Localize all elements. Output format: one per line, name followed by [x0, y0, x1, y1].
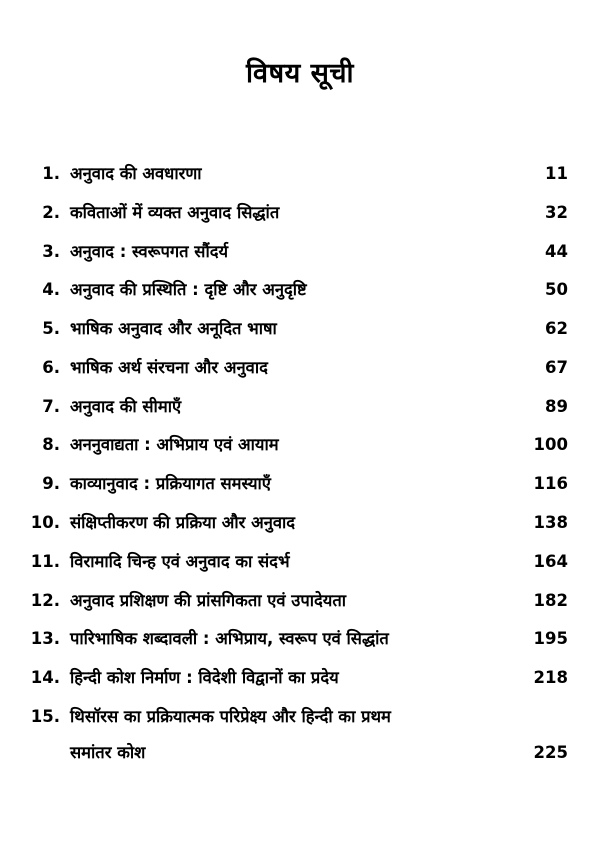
toc-entry-number: 11.	[30, 551, 60, 571]
toc-entry[interactable]	[30, 396, 568, 418]
toc-entry-page: 138	[533, 512, 568, 532]
toc-entry[interactable]	[30, 667, 568, 689]
toc-entry-title: भाषिक अर्थ संरचना और अनुवाद	[70, 357, 268, 377]
toc-entry[interactable]	[30, 434, 568, 456]
toc-entry-page: 225	[533, 743, 568, 763]
toc-entry-title: अनुवाद : स्वरूपगत सौंदर्य	[70, 241, 229, 261]
toc-entry-page: 50	[545, 280, 568, 300]
toc-entry-title: कविताओं में व्यक्त अनुवाद सिद्धांत	[70, 202, 280, 222]
toc-entry-number: 9.	[42, 474, 60, 494]
toc-entry-page: 11	[545, 164, 568, 184]
toc-entry[interactable]	[30, 590, 568, 612]
toc-entry-number: 12.	[30, 590, 60, 610]
page-title: विषय सूची	[245, 58, 355, 89]
toc-entry-page: 164	[533, 551, 568, 571]
toc-entry[interactable]	[30, 512, 568, 534]
toc-entry-number: 1.	[42, 164, 60, 184]
toc-entry[interactable]	[30, 318, 568, 340]
toc-entry-title-line2: समांतर कोश	[70, 743, 146, 763]
toc-entry[interactable]	[30, 202, 568, 224]
toc-entry-number: 4.	[42, 280, 60, 300]
toc-entry[interactable]	[30, 551, 568, 573]
toc-entry[interactable]	[30, 163, 568, 185]
toc-entry[interactable]	[30, 241, 568, 263]
toc-entry-page: 195	[533, 629, 568, 649]
toc-entry-title: हिन्दी कोश निर्माण : विदेशी विद्वानों का प्रदेय	[70, 668, 339, 688]
toc-entry-title: अननुवाद्यता : अभिप्राय एवं आयाम	[70, 435, 279, 455]
toc-entry[interactable]	[30, 628, 568, 650]
toc-entry[interactable]	[30, 473, 568, 495]
toc-entry-title: संक्षिप्तीकरण की प्रक्रिया और अनुवाद	[70, 512, 296, 532]
toc-entry-number: 14.	[30, 668, 60, 688]
toc-entry-title: विरामादि चिन्ह एवं अनुवाद का संदर्भ	[70, 551, 290, 571]
toc-entry-number: 3.	[42, 241, 60, 261]
toc-entry-page: 89	[545, 396, 568, 416]
toc-entry-title: अनुवाद प्रशिक्षण की प्रांसगिकता एवं उपादेयता	[70, 590, 347, 610]
toc-entry-page: 100	[533, 435, 568, 455]
toc-entry-page: 32	[545, 202, 568, 222]
toc-entry-title: अनुवाद की प्रस्थिति : दृष्टि और अनुदृष्टि	[70, 280, 307, 300]
toc-entry-number: 6.	[42, 357, 60, 377]
toc-entry[interactable]	[30, 357, 568, 379]
toc-entry-title: पारिभाषिक शब्दावली : अभिप्राय, स्वरूप एवं सिद्धांत	[70, 629, 389, 649]
toc-entry-page: 116	[533, 474, 568, 494]
toc-entry-number: 2.	[42, 202, 60, 222]
toc-entry[interactable]	[30, 706, 568, 765]
toc-entry-number: 13.	[30, 629, 60, 649]
toc-entry-number: 5.	[42, 319, 60, 339]
toc-entry-title	[70, 706, 514, 765]
toc-entry[interactable]	[30, 279, 568, 301]
toc-entry-title-line1: थिसॉरस का प्रक्रियात्मक परिप्रेक्ष्य और हिन्दी का प्रथम	[70, 706, 391, 726]
toc-entry-title: काव्यानुवाद : प्रक्रियागत समस्याएँ	[70, 474, 271, 494]
toc-entry-page: 182	[533, 590, 568, 610]
toc-entry-title: अनुवाद की अवधारणा	[70, 164, 202, 184]
toc-entry-title: अनुवाद की सीमाएँ	[70, 396, 182, 416]
toc-entry-page: 218	[533, 668, 568, 688]
toc-entry-number: 10.	[30, 512, 60, 532]
toc-entry-number: 7.	[42, 396, 60, 416]
toc-entry-title: भाषिक अनुवाद और अनूदित भाषा	[70, 319, 277, 339]
document-page	[0, 56, 600, 857]
toc-entry-number: 8.	[42, 435, 60, 455]
toc-entry-page: 67	[545, 357, 568, 377]
table-of-contents	[0, 163, 600, 764]
toc-entry-number: 15.	[30, 706, 60, 726]
toc-entry-page: 62	[545, 319, 568, 339]
toc-entry-page: 44	[545, 241, 568, 261]
